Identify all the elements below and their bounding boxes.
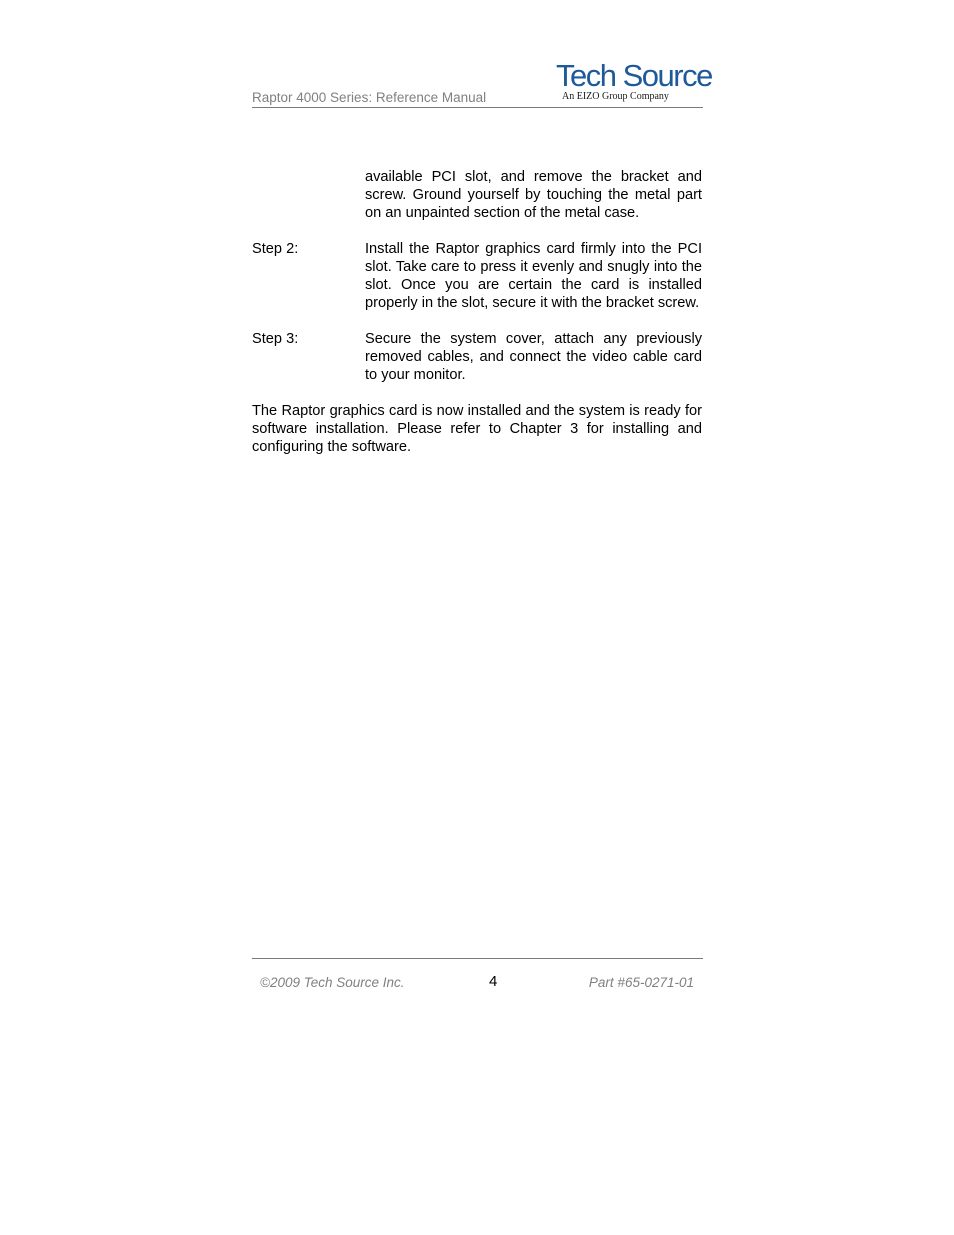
- step-text: Install the Raptor graphics card firmly into the PCI slot. Take care to press it evenly and snugly into the slot. Once you are certain the card is installed properly in the slot, secure it with the bracket screw.: [365, 241, 702, 311]
- tech-source-logo: [555, 58, 712, 104]
- page-body: [252, 168, 702, 456]
- logo-wordmark: Tech Source: [556, 58, 712, 93]
- step-label: Step 2:: [252, 241, 299, 257]
- step-3: [252, 330, 702, 384]
- step-text: available PCI slot, and remove the bracket and screw. Ground yourself by touching the metal part on an unpainted section of the metal case.: [365, 169, 702, 221]
- step-continued: [252, 168, 702, 222]
- step-text: Secure the system cover, attach any previously removed cables, and connect the video cable card to your monitor.: [365, 331, 702, 383]
- copyright-notice: ©2009 Tech Source Inc.: [260, 975, 405, 990]
- page-number: 4: [489, 973, 498, 990]
- logo-tagline: An EIZO Group Company: [562, 91, 669, 102]
- part-number: Part #65-0271-01: [588, 975, 694, 990]
- manual-title: Raptor 4000 Series: Reference Manual: [252, 90, 487, 105]
- step-label: Step 3:: [252, 331, 299, 347]
- closing-paragraph: The Raptor graphics card is now installed and the system is ready for software installation. Please refer to Chapter 3 for installing and configuring the software.: [252, 403, 702, 455]
- page-footer: [252, 958, 703, 999]
- page-header: [252, 58, 712, 108]
- step-2: [252, 240, 702, 312]
